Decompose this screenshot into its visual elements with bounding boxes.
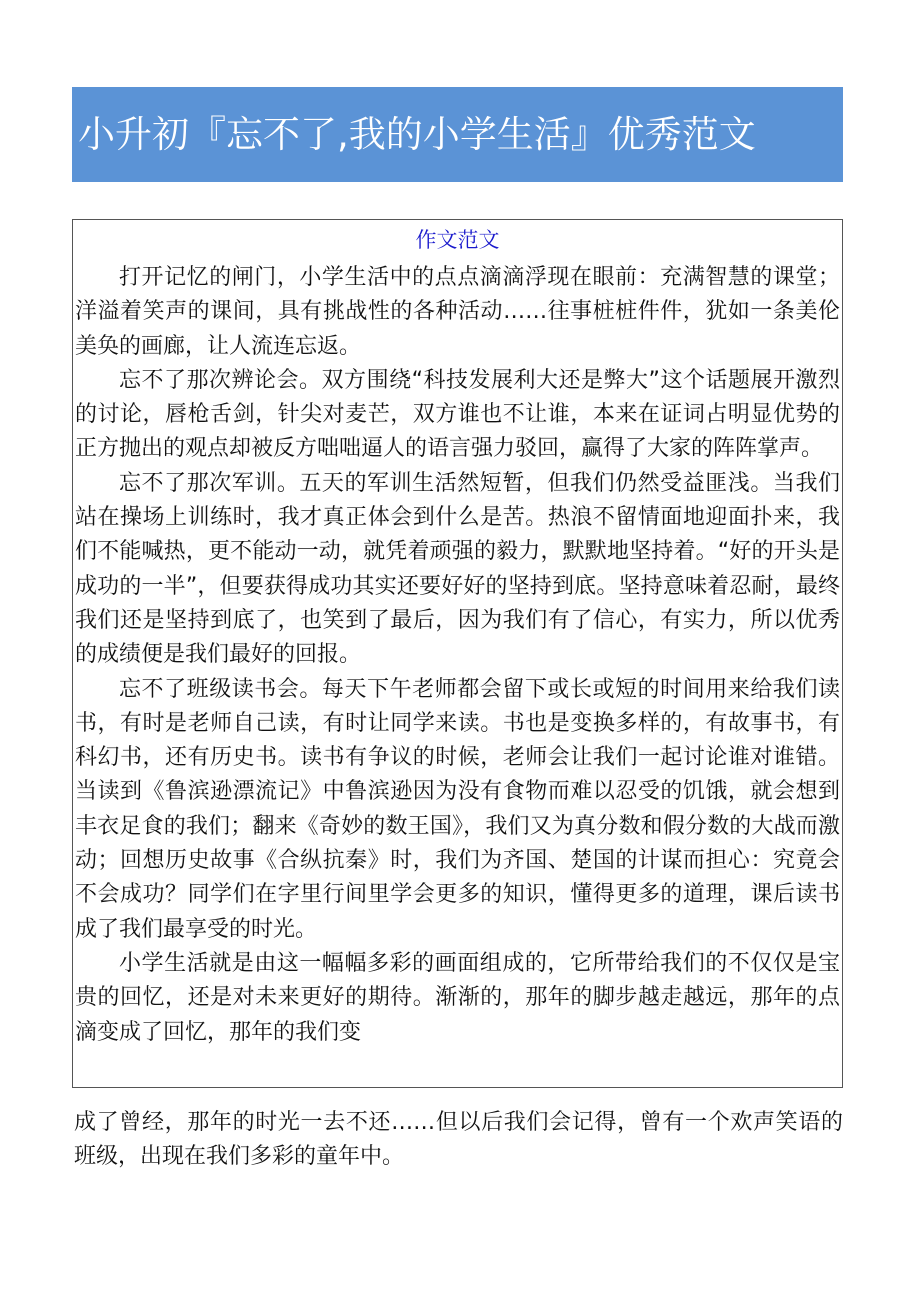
title-banner (72, 87, 843, 182)
page-title: 小升初『忘不了,我的小学生活』优秀范文 (78, 113, 756, 156)
essay-paragraph-conclusion: 小学生活就是由这一幅幅多彩的画面组成的，它所带给我们的不仅仅是宝贵的回忆，还是对未来更好的期待。渐渐的，那年的脚步越走越远，那年的点滴变成了回忆，那年的我们变 (75, 950, 840, 1045)
essay-continuation: 成了曾经，那年的时光一去不还……但以后我们会记得，曾有一个欢声笑语的班级，出现在我们多彩的童年中。 (74, 1110, 843, 1170)
essay-paragraph-intro: 打开记忆的闸门，小学生活中的点点滴滴浮现在眼前：充满智慧的课堂；洋溢着笑声的课间，具有挑战性的各种活动……往事桩桩件件，犹如一条美伦美奂的画廊，让人流连忘返。 (75, 265, 840, 359)
essay-paragraph-debate: 忘不了那次辨论会。双方围绕“科技发展利大还是弊大”这个话题展开激烈的讨论，唇枪舌剑，针尖对麦芒，双方谁也不让谁，本来在证词占明显优势的正方抛出的观点却被反方咄咄逼人的语言强力驳回，赢得了大家的阵阵掌声。 (75, 367, 840, 462)
essay-paragraph-reading-club: 忘不了班级读书会。每天下午老师都会留下或长或短的时间用来给我们读书，有时是老师自己读，有时让同学来读。书也是变换多样的，有故事书，有科幻书，还有历史书。读书有争议的时候，老师会让我们一起讨论谁对谁错。当读到《鲁滨逊漂流记》中鲁滨逊因为没有食物而难以忍受的饥饿，就会想到丰衣足食的我们；翻来《奇妙的数王国》，我们又为真分数和假分数的大战而激动；回想历史故事《合纵抗秦》时，我们为齐国、楚国的计谋而担心：究竟会不会成功？同学们在字里行间里学会更多的知识，懂得更多的道理，课后读书成了我们最享受的时光。 (75, 676, 840, 942)
essay-box (72, 219, 843, 1088)
essay-heading: 作文范文 (415, 228, 500, 252)
essay-paragraph-military-training: 忘不了那次军训。五天的军训生活然短暂，但我们仍然受益匪浅。当我们站在操场上训练时，我才真正体会到什么是苦。热浪不留情面地迎面扑来，我们不能喊热，更不能动一动，就凭着顽强的毅力，默默地坚持着。“好的开头是成功的一半”，但要获得成功其实还要好好的坚持到底。坚持意味着忍耐，最终我们还是坚持到底了，也笑到了最后，因为我们有了信心，有实力，所以优秀的成绩便是我们最好的回报。 (75, 470, 840, 668)
